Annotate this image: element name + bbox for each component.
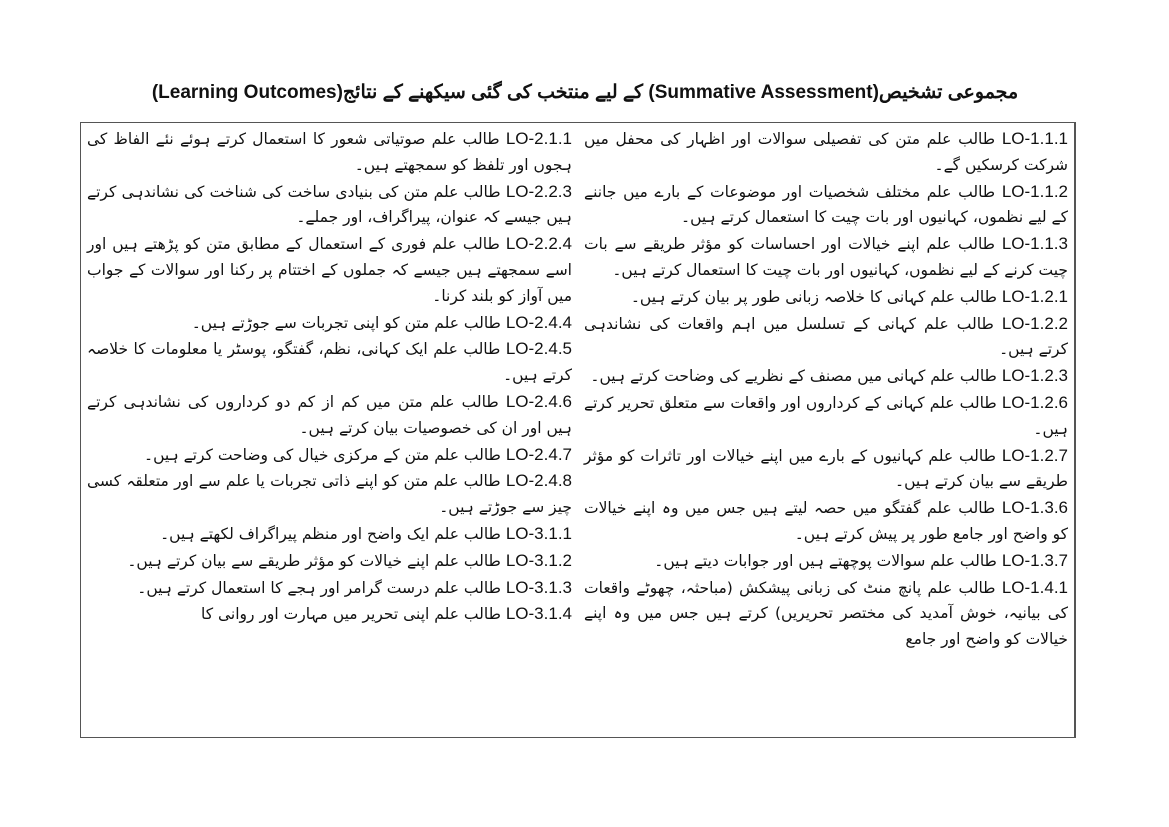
right-column <box>578 123 1075 737</box>
outcome-text: طالب علم اپنے خیالات اور احساسات کو مؤثر طریقے سے بات چیت کرنے کے لیے نظموں، کہانیوں اور بات چیت کا استعمال کرتے ہیں۔ <box>584 235 1068 279</box>
outcome-code: LO-1.1.3 <box>1001 234 1068 254</box>
outcome-text: طالب علم کہانی کے کرداروں اور واقعات سے متعلق تحریر کرتے ہیں۔ <box>584 393 1068 438</box>
outcome-text: طالب علم اپنے خیالات کو مؤثر طریقے سے بیان کرتے ہیں۔ <box>127 551 501 570</box>
outcome-text: طالب علم صوتیاتی شعور کا استعمال کرتے ہوئے نئے الفاظ کی ہجوں اور تلفظ کو سمجھتے ہیں۔ <box>87 130 572 174</box>
learning-outcome-item <box>584 126 1068 179</box>
outcome-code: LO-2.4.7 <box>505 444 572 464</box>
learning-outcome-item <box>584 390 1068 443</box>
learning-outcome-item <box>584 179 1068 232</box>
outcome-code: LO-2.2.4 <box>505 234 572 254</box>
outcome-text: طالب علم متن کی بنیادی ساخت کی شناخت کی نشاندہی کرتے ہیں جیسے کہ عنوان، پیراگراف، اور جملے۔ <box>87 182 572 227</box>
learning-outcome-item <box>584 231 1068 284</box>
outcome-text: طالب علم کہانی کا خلاصہ زبانی طور پر بیان کرتے ہیں۔ <box>630 287 997 306</box>
outcome-code: LO-1.3.6 <box>1001 498 1068 518</box>
learning-outcome-item <box>87 336 572 389</box>
outcome-code: LO-2.4.5 <box>505 339 572 359</box>
outcome-text: طالب علم متن کو اپنے ذاتی تجربات یا علم سے اور متعلقہ کسی چیز سے جوڑتے ہیں۔ <box>87 472 572 517</box>
outcome-code: LO-1.2.1 <box>1001 286 1068 306</box>
outcome-text: طالب علم پانچ منٹ کی زبانی پیشکش (مباحثہ، چھوٹے واقعات کی بیانیہ، خوش آمدید کی مختصر تحریریں) کرتے ہیں جس میں وہ اپنے خیالات کو واضح اور جامع <box>584 578 1068 649</box>
outcome-text: طالب علم درست گرامر اور ہجے کا استعمال کرتے ہیں۔ <box>137 578 501 597</box>
outcome-code: LO-3.1.2 <box>505 550 572 570</box>
learning-outcome-item <box>87 601 572 628</box>
learning-outcome-item <box>87 179 572 232</box>
outcome-code: LO-1.2.2 <box>1001 313 1068 333</box>
learning-outcome-item <box>87 389 572 442</box>
outcome-code: LO-1.1.1 <box>1001 129 1068 148</box>
outcome-text: طالب علم ایک واضح اور منظم پیراگراف لکھتے ہیں۔ <box>160 524 501 543</box>
outcome-code: LO-1.2.7 <box>1001 445 1068 465</box>
outcome-text: طالب علم متن کی تفصیلی سوالات اور اظہار کی محفل میں شرکت کرسکیں گے۔ <box>584 130 1068 174</box>
learning-outcome-item <box>584 548 1068 575</box>
outcome-text: طالب علم ایک کہانی، نظم، گفتگو، پوسٹر یا معلومات کا خلاصہ کرتے ہیں۔ <box>87 340 572 385</box>
outcome-text: طالب علم کہانی کے تسلسل میں اہم واقعات کی نشاندہی کرتے ہیں۔ <box>584 314 1068 359</box>
outcome-code: LO-3.1.1 <box>505 523 572 543</box>
learning-outcome-item <box>584 311 1068 364</box>
learning-outcomes-table <box>80 122 1076 738</box>
learning-outcome-item <box>87 310 572 337</box>
outcome-code: LO-1.1.2 <box>1001 181 1068 201</box>
outcome-text: طالب علم متن میں کم از کم دو کرداروں کی نشاندہی کرتے ہیں اور ان کی خصوصیات بیان کرتے ہیں۔ <box>87 392 572 437</box>
learning-outcome-item <box>87 442 572 469</box>
learning-outcome-item <box>87 575 572 602</box>
learning-outcome-item <box>584 575 1068 653</box>
learning-outcome-item <box>584 495 1068 548</box>
outcome-text: طالب علم سوالات پوچھتے ہیں اور جوابات دیتے ہیں۔ <box>654 551 997 570</box>
left-column <box>81 123 578 737</box>
outcome-code: LO-2.4.6 <box>505 391 572 411</box>
outcome-code: LO-3.1.3 <box>505 577 572 597</box>
learning-outcome-item <box>87 468 572 521</box>
learning-outcome-item <box>584 443 1068 496</box>
outcome-code: LO-2.1.1 <box>505 129 572 148</box>
learning-outcome-item <box>87 231 572 309</box>
learning-outcome-item <box>584 284 1068 311</box>
outcome-text: طالب علم اپنی تحریر میں مہارت اور روانی کا <box>200 605 501 624</box>
outcome-code: LO-2.2.3 <box>505 181 572 201</box>
outcome-code: LO-1.2.6 <box>1001 392 1068 412</box>
outcome-text: طالب علم کہانیوں کے بارے میں اپنے خیالات اور تاثرات کو مؤثر طریقے سے بیان کرتے ہیں۔ <box>584 446 1068 491</box>
learning-outcome-item <box>87 521 572 548</box>
outcome-code: LO-1.2.3 <box>1001 366 1068 386</box>
outcome-text: طالب علم متن کو اپنی تجربات سے جوڑتے ہیں۔ <box>191 313 501 332</box>
outcome-code: LO-1.4.1 <box>1001 577 1068 597</box>
outcome-text: طالب علم گفتگو میں حصہ لیتے ہیں جس میں وہ اپنے خیالات کو واضح اور جامع طور پر پیش کرتے ہیں۔ <box>584 499 1068 543</box>
page-title: مجموعی تشخیص(Summative Assessment) کے لیے منتخب کی گئی سیکھنے کے نتائج(Learning Outcomes) <box>151 82 1019 103</box>
learning-outcome-item <box>584 363 1068 390</box>
outcome-code: LO-2.4.8 <box>505 471 572 491</box>
outcome-code: LO-1.3.7 <box>1001 550 1068 570</box>
outcome-text: طالب علم فوری کے استعمال کے مطابق متن کو پڑھتے ہیں اور اسے سمجھتے ہیں جیسے کہ جملوں کے اختتام پر رکنا اور سوالات کے جواب میں آواز کو بلند کرنا۔ <box>87 235 572 305</box>
outcome-code: LO-2.4.4 <box>505 312 572 332</box>
learning-outcome-item <box>87 126 572 179</box>
outcome-code: LO-3.1.4 <box>505 604 572 624</box>
outcome-text: طالب علم مختلف شخصیات اور موضوعات کے بارے میں جاننے کے لیے نظموں، کہانیوں اور بات چیت کا استعمال کرتے ہیں۔ <box>584 182 1068 227</box>
outcome-text: طالب علم کہانی میں مصنف کے نظریے کی وضاحت کرتے ہیں۔ <box>590 367 997 386</box>
learning-outcome-item <box>87 548 572 575</box>
outcome-text: طالب علم متن کے مرکزی خیال کی وضاحت کرتے ہیں۔ <box>144 445 501 464</box>
